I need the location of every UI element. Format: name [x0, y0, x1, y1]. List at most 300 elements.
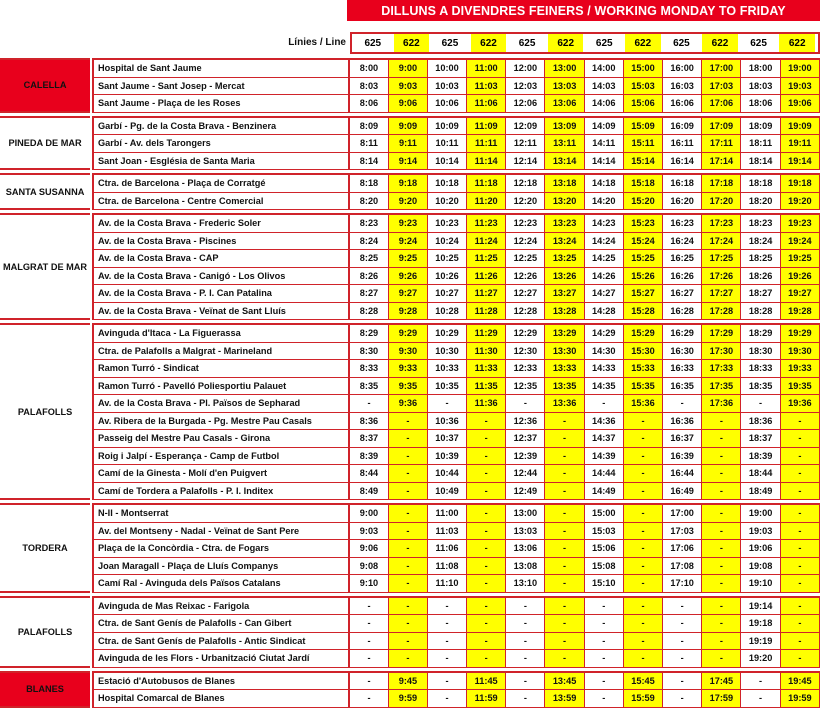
- departure-time: 10:49: [428, 483, 467, 501]
- departure-time: 10:29: [428, 323, 467, 343]
- departure-time: 19:09: [781, 116, 820, 136]
- departure-time: 19:00: [781, 58, 820, 78]
- stop-row: [0, 95, 820, 113]
- departure-time: 19:08: [741, 558, 780, 576]
- departure-time: 18:20: [741, 193, 780, 211]
- departure-time: 13:03: [545, 78, 584, 96]
- stop-row: [0, 503, 820, 523]
- departure-time: 12:36: [506, 413, 545, 431]
- departure-time: 13:33: [545, 360, 584, 378]
- departure-time: 9:28: [389, 303, 428, 321]
- departure-time: 13:06: [545, 95, 584, 113]
- stop-name: Roig i Jalpí - Esperança - Camp de Futbol: [92, 448, 350, 466]
- departure-time: 12:03: [506, 78, 545, 96]
- departure-time: 12:11: [506, 135, 545, 153]
- departure-time: -: [428, 596, 467, 616]
- departure-time: 15:20: [624, 193, 663, 211]
- departure-time: 13:24: [545, 233, 584, 251]
- departure-time: 18:26: [741, 268, 780, 286]
- departure-time: -: [585, 615, 624, 633]
- stop-row: [0, 213, 820, 233]
- departure-time: 13:03: [506, 523, 545, 541]
- departure-time: 8:35: [350, 378, 389, 396]
- departure-time: 17:59: [702, 690, 741, 708]
- departure-time: 18:03: [741, 78, 780, 96]
- departure-time: -: [545, 448, 584, 466]
- stop-name: Ctra. de Barcelona - Centre Comercial: [92, 193, 350, 211]
- departure-time: 17:03: [663, 523, 702, 541]
- departure-time: 9:20: [389, 193, 428, 211]
- departure-time: 19:18: [741, 615, 780, 633]
- departure-time: 16:00: [663, 58, 702, 78]
- departure-time: 12:24: [506, 233, 545, 251]
- departure-time: 11:45: [467, 671, 506, 691]
- departure-time: 17:23: [702, 213, 741, 233]
- departure-time: 17:28: [702, 303, 741, 321]
- departure-time: 11:14: [467, 153, 506, 171]
- departure-time: 18:25: [741, 250, 780, 268]
- departure-time: 10:06: [428, 95, 467, 113]
- departure-time: 18:11: [741, 135, 780, 153]
- departure-time: 8:20: [350, 193, 389, 211]
- departure-time: -: [545, 430, 584, 448]
- departure-time: 15:14: [624, 153, 663, 171]
- departure-time: 13:09: [545, 116, 584, 136]
- departure-time: 12:33: [506, 360, 545, 378]
- departure-time: 14:00: [585, 58, 624, 78]
- departure-time: 11:29: [467, 323, 506, 343]
- departure-time: -: [350, 615, 389, 633]
- stop-row: [0, 650, 820, 668]
- departure-time: -: [585, 395, 624, 413]
- departure-time: 16:30: [663, 343, 702, 361]
- stop-row: [0, 575, 820, 593]
- stop-name: Av. del Montseny - Nadal - Veïnat de Sant Pere: [92, 523, 350, 541]
- line-number: 625: [509, 34, 545, 52]
- departure-time: 18:18: [741, 173, 780, 193]
- stop-row: [0, 558, 820, 576]
- departure-time: -: [467, 448, 506, 466]
- departure-time: 18:23: [741, 213, 780, 233]
- departure-time: 15:10: [585, 575, 624, 593]
- departure-time: 9:06: [389, 95, 428, 113]
- departure-time: 10:00: [428, 58, 467, 78]
- departure-time: 19:24: [781, 233, 820, 251]
- municipality-label: PINEDA DE MAR: [0, 116, 90, 171]
- departure-time: -: [350, 596, 389, 616]
- departure-time: 12:35: [506, 378, 545, 396]
- departure-time: -: [389, 558, 428, 576]
- departure-time: 14:18: [585, 173, 624, 193]
- stop-row: [0, 268, 820, 286]
- stop-row: [0, 596, 820, 616]
- departure-time: 17:03: [702, 78, 741, 96]
- departure-time: 9:03: [350, 523, 389, 541]
- departure-time: 18:09: [741, 116, 780, 136]
- departure-time: -: [545, 615, 584, 633]
- departure-time: 16:49: [663, 483, 702, 501]
- departure-time: 15:06: [585, 540, 624, 558]
- departure-time: -: [624, 413, 663, 431]
- departure-time: 13:36: [545, 395, 584, 413]
- departure-time: -: [467, 575, 506, 593]
- departure-time: 17:00: [702, 58, 741, 78]
- departure-time: 17:27: [702, 285, 741, 303]
- departure-time: 10:37: [428, 430, 467, 448]
- departure-time: 16:03: [663, 78, 702, 96]
- departure-time: 17:25: [702, 250, 741, 268]
- stop-row: [0, 690, 820, 708]
- departure-time: 19:03: [741, 523, 780, 541]
- departure-time: 12:20: [506, 193, 545, 211]
- departure-time: 9:25: [389, 250, 428, 268]
- departure-time: -: [781, 465, 820, 483]
- departure-time: -: [545, 633, 584, 651]
- departure-time: 11:18: [467, 173, 506, 193]
- stop-row: [0, 173, 820, 193]
- departure-time: -: [389, 483, 428, 501]
- stop-name: N-II - Montserrat: [92, 503, 350, 523]
- departure-time: 16:20: [663, 193, 702, 211]
- departure-time: 14:11: [585, 135, 624, 153]
- departure-time: 12:00: [506, 58, 545, 78]
- departure-time: -: [702, 465, 741, 483]
- departure-time: 13:08: [506, 558, 545, 576]
- departure-time: 8:18: [350, 173, 389, 193]
- departure-time: 11:23: [467, 213, 506, 233]
- departure-time: 8:37: [350, 430, 389, 448]
- stop-row: [0, 615, 820, 633]
- stop-name: Ctra. de Sant Genís de Palafolls - Can Gibert: [92, 615, 350, 633]
- departure-time: -: [545, 596, 584, 616]
- departure-time: 11:36: [467, 395, 506, 413]
- departure-time: -: [702, 523, 741, 541]
- departure-time: -: [741, 395, 780, 413]
- departure-time: 11:08: [428, 558, 467, 576]
- stop-row: [0, 343, 820, 361]
- departure-time: 11:03: [467, 78, 506, 96]
- departure-time: 8:24: [350, 233, 389, 251]
- departure-time: 11:28: [467, 303, 506, 321]
- stop-name: Ctra. de Palafolls a Malgrat - Marineland: [92, 343, 350, 361]
- departure-time: 19:06: [741, 540, 780, 558]
- departure-time: 9:36: [389, 395, 428, 413]
- departure-time: 19:10: [741, 575, 780, 593]
- departure-time: 11:06: [428, 540, 467, 558]
- stop-name: Av. de la Costa Brava - CAP: [92, 250, 350, 268]
- departure-time: 9:23: [389, 213, 428, 233]
- municipality-label: TORDERA: [0, 503, 90, 593]
- stop-name: Avinguda de les Flors - Urbanització Ciutat Jardí: [92, 650, 350, 668]
- departure-time: 16:09: [663, 116, 702, 136]
- departure-time: -: [467, 633, 506, 651]
- departure-time: 14:44: [585, 465, 624, 483]
- stop-name: Ctra. de Sant Genís de Palafolls - Antic Sindicat: [92, 633, 350, 651]
- departure-time: -: [781, 633, 820, 651]
- departure-time: 19:20: [741, 650, 780, 668]
- stop-row: [0, 413, 820, 431]
- departure-time: -: [428, 671, 467, 691]
- stop-name: Avinguda d'Itaca - La Figuerassa: [92, 323, 350, 343]
- departure-time: -: [624, 615, 663, 633]
- departure-time: 8:27: [350, 285, 389, 303]
- departure-time: -: [545, 465, 584, 483]
- departure-time: -: [585, 633, 624, 651]
- departure-time: 14:27: [585, 285, 624, 303]
- stop-row: [0, 540, 820, 558]
- departure-time: 9:24: [389, 233, 428, 251]
- stop-name: Av. Ribera de la Burgada - Pg. Mestre Pau Casals: [92, 413, 350, 431]
- departure-time: 11:03: [428, 523, 467, 541]
- departure-time: -: [624, 558, 663, 576]
- lines-row: [350, 32, 820, 54]
- departure-time: 18:39: [741, 448, 780, 466]
- departure-time: -: [624, 465, 663, 483]
- stop-name: Estació d'Autobusos de Blanes: [92, 671, 350, 691]
- line-number: 622: [548, 34, 584, 52]
- departure-time: 9:00: [389, 58, 428, 78]
- departure-time: 12:28: [506, 303, 545, 321]
- departure-time: 16:24: [663, 233, 702, 251]
- line-number: 625: [586, 34, 622, 52]
- departure-time: 17:11: [702, 135, 741, 153]
- departure-time: 15:09: [624, 116, 663, 136]
- line-number: 622: [625, 34, 661, 52]
- departure-time: -: [702, 575, 741, 593]
- departure-time: 10:03: [428, 78, 467, 96]
- stop-row: [0, 285, 820, 303]
- departure-time: -: [428, 395, 467, 413]
- departure-time: 14:09: [585, 116, 624, 136]
- departure-time: 17:24: [702, 233, 741, 251]
- departure-time: 13:18: [545, 173, 584, 193]
- departure-time: 14:26: [585, 268, 624, 286]
- departure-time: 17:26: [702, 268, 741, 286]
- departure-time: 19:33: [781, 360, 820, 378]
- departure-time: -: [702, 633, 741, 651]
- departure-time: 12:26: [506, 268, 545, 286]
- municipality-label: BLANES: [0, 671, 90, 708]
- departure-time: -: [545, 650, 584, 668]
- departure-time: 10:26: [428, 268, 467, 286]
- departure-time: -: [389, 540, 428, 558]
- departure-time: -: [545, 540, 584, 558]
- departure-time: 11:35: [467, 378, 506, 396]
- departure-time: -: [467, 503, 506, 523]
- departure-time: 11:06: [467, 95, 506, 113]
- departure-time: -: [585, 671, 624, 691]
- municipality-label: PALAFOLLS: [0, 323, 90, 500]
- departure-time: 13:26: [545, 268, 584, 286]
- departure-time: 12:39: [506, 448, 545, 466]
- departure-time: 17:06: [702, 95, 741, 113]
- timetable: [0, 58, 820, 708]
- departure-time: -: [506, 615, 545, 633]
- departure-time: 16:18: [663, 173, 702, 193]
- departure-time: -: [624, 633, 663, 651]
- departure-time: 9:08: [350, 558, 389, 576]
- departure-time: 13:14: [545, 153, 584, 171]
- line-number: 622: [702, 34, 738, 52]
- departure-time: 12:30: [506, 343, 545, 361]
- departure-time: 16:28: [663, 303, 702, 321]
- departure-time: 15:35: [624, 378, 663, 396]
- departure-time: 15:33: [624, 360, 663, 378]
- departure-time: 8:36: [350, 413, 389, 431]
- departure-time: 14:33: [585, 360, 624, 378]
- departure-time: -: [702, 413, 741, 431]
- departure-time: -: [506, 690, 545, 708]
- departure-time: 12:14: [506, 153, 545, 171]
- departure-time: 13:30: [545, 343, 584, 361]
- departure-time: 18:44: [741, 465, 780, 483]
- departure-time: -: [545, 558, 584, 576]
- stop-name: Garbí - Av. dels Tarongers: [92, 135, 350, 153]
- departure-time: 15:18: [624, 173, 663, 193]
- departure-time: -: [741, 690, 780, 708]
- departure-time: -: [663, 650, 702, 668]
- departure-time: 8:26: [350, 268, 389, 286]
- departure-time: 10:33: [428, 360, 467, 378]
- departure-time: 13:35: [545, 378, 584, 396]
- departure-time: -: [702, 650, 741, 668]
- departure-time: -: [389, 575, 428, 593]
- stop-name: Av. de la Costa Brava - Pl. Països de Sepharad: [92, 395, 350, 413]
- departure-time: 11:26: [467, 268, 506, 286]
- departure-time: -: [624, 596, 663, 616]
- stop-row: [0, 303, 820, 321]
- departure-time: 9:06: [350, 540, 389, 558]
- departure-time: 8:09: [350, 116, 389, 136]
- departure-time: -: [350, 650, 389, 668]
- departure-time: -: [389, 413, 428, 431]
- departure-time: 19:26: [781, 268, 820, 286]
- departure-time: -: [389, 596, 428, 616]
- departure-time: 17:36: [702, 395, 741, 413]
- departure-time: 13:27: [545, 285, 584, 303]
- stop-row: [0, 483, 820, 501]
- departure-time: -: [545, 483, 584, 501]
- departure-time: -: [389, 523, 428, 541]
- departure-time: -: [702, 558, 741, 576]
- departure-time: 19:23: [781, 213, 820, 233]
- stop-row: [0, 58, 820, 78]
- departure-time: -: [663, 615, 702, 633]
- departure-time: -: [624, 650, 663, 668]
- departure-time: 11:33: [467, 360, 506, 378]
- stop-name: Garbí - Pg. de la Costa Brava - Benzinera: [92, 116, 350, 136]
- departure-time: 11:24: [467, 233, 506, 251]
- departure-time: 10:24: [428, 233, 467, 251]
- departure-time: 8:29: [350, 323, 389, 343]
- departure-time: 12:44: [506, 465, 545, 483]
- departure-time: -: [350, 671, 389, 691]
- departure-time: 10:44: [428, 465, 467, 483]
- departure-time: 14:06: [585, 95, 624, 113]
- departure-time: -: [741, 671, 780, 691]
- departure-time: -: [428, 650, 467, 668]
- stop-row: [0, 78, 820, 96]
- departure-time: 10:35: [428, 378, 467, 396]
- departure-time: 16:37: [663, 430, 702, 448]
- departure-time: 16:14: [663, 153, 702, 171]
- departure-time: 15:27: [624, 285, 663, 303]
- departure-time: -: [702, 448, 741, 466]
- departure-time: 13:00: [506, 503, 545, 523]
- departure-time: 15:08: [585, 558, 624, 576]
- departure-time: -: [781, 523, 820, 541]
- departure-time: 8:03: [350, 78, 389, 96]
- departure-time: 17:00: [663, 503, 702, 523]
- stop-row: [0, 465, 820, 483]
- departure-time: 19:11: [781, 135, 820, 153]
- departure-time: 18:35: [741, 378, 780, 396]
- departure-time: 12:27: [506, 285, 545, 303]
- stop-name: Sant Jaume - Plaça de les Roses: [92, 95, 350, 113]
- departure-time: 10:11: [428, 135, 467, 153]
- departure-time: 16:06: [663, 95, 702, 113]
- departure-time: -: [624, 523, 663, 541]
- departure-time: 14:03: [585, 78, 624, 96]
- departure-time: 8:23: [350, 213, 389, 233]
- departure-time: 14:23: [585, 213, 624, 233]
- departure-time: -: [781, 503, 820, 523]
- departure-time: 14:49: [585, 483, 624, 501]
- departure-time: 11:20: [467, 193, 506, 211]
- departure-time: 16:39: [663, 448, 702, 466]
- departure-time: 17:20: [702, 193, 741, 211]
- departure-time: -: [585, 596, 624, 616]
- departure-time: -: [467, 558, 506, 576]
- departure-time: 10:25: [428, 250, 467, 268]
- departure-time: 14:37: [585, 430, 624, 448]
- departure-time: 13:28: [545, 303, 584, 321]
- departure-time: -: [506, 650, 545, 668]
- departure-time: -: [350, 690, 389, 708]
- departure-time: 19:27: [781, 285, 820, 303]
- departure-time: 19:36: [781, 395, 820, 413]
- departure-time: 14:25: [585, 250, 624, 268]
- departure-time: 17:10: [663, 575, 702, 593]
- departure-time: 18:33: [741, 360, 780, 378]
- departure-time: -: [350, 395, 389, 413]
- line-number: 622: [779, 34, 815, 52]
- departure-time: 8:25: [350, 250, 389, 268]
- departure-time: 10:27: [428, 285, 467, 303]
- departure-time: 18:28: [741, 303, 780, 321]
- departure-time: -: [702, 503, 741, 523]
- departure-time: 9:59: [389, 690, 428, 708]
- departure-time: 9:09: [389, 116, 428, 136]
- departure-time: -: [467, 413, 506, 431]
- departure-time: 9:14: [389, 153, 428, 171]
- departure-time: 19:28: [781, 303, 820, 321]
- departure-time: 9:00: [350, 503, 389, 523]
- departure-time: -: [545, 575, 584, 593]
- stop-row: [0, 233, 820, 251]
- departure-time: -: [702, 615, 741, 633]
- departure-time: -: [506, 395, 545, 413]
- departure-time: 17:30: [702, 343, 741, 361]
- departure-time: -: [663, 671, 702, 691]
- departure-time: 13:45: [545, 671, 584, 691]
- stop-row: [0, 193, 820, 211]
- municipality-label: CALELLA: [0, 58, 90, 113]
- line-number: 622: [394, 34, 430, 52]
- departure-time: -: [624, 575, 663, 593]
- departure-time: 12:29: [506, 323, 545, 343]
- departure-time: 10:39: [428, 448, 467, 466]
